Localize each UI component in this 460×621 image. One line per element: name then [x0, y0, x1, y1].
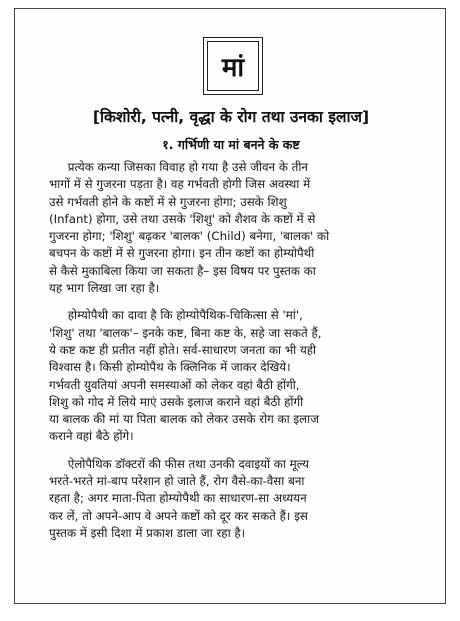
paragraph-1 — [49, 159, 431, 297]
chapter-heading: १. गर्भिणी या मां बनने के कष्ट — [162, 137, 300, 152]
text-line: यह भाग लिखा जा रहा है। — [49, 281, 160, 296]
text-line: ऐलोपैथिक डॉक्टरों की फीस तथा उनकी दवाइयों का मूल्य — [49, 456, 309, 471]
text-line: ये कष्ट कष्ट ही प्रतीत नहीं होते। सर्व-साधारण जनता का भी यही — [49, 342, 317, 357]
text-line: कर लें, तो अपने-आप वे अपने कष्टों को दूर कर सकते हैं। इस — [49, 508, 308, 523]
text-line: गर्भवती युवतियां अपनी समस्याओं को लेकर वहां बैठी होंगी, — [49, 377, 300, 392]
text-line: बचपन के कष्टों में से गुजरना होगा। इन तीन कष्टों का होम्योपैथी — [49, 246, 315, 261]
text-line: या बालक की मां या पिता बालक को लेकर उसके रोग का इलाज — [49, 412, 319, 427]
text-line: कराने वहां बैठे होंगे। — [49, 429, 134, 444]
text-line: (Infant) होगा, उसे तथा उसके 'शिशु' को शैशव के कष्टों में से — [49, 211, 316, 226]
text-line: शिशु को गोद में लिये माएं उसके इलाज कराने वहां बैठी होंगी — [49, 394, 304, 409]
text-line: होम्योपैथी का दावा है कि होम्योपैथिक-चिकित्सा से 'मां', — [49, 308, 303, 323]
subtitle: [किशोरी, पत्नी, वृद्धा के रोग तथा उनका इलाज] — [92, 108, 370, 126]
text-line: भागों में से गुजरना पड़ता है। वह गर्भवती होगी जिस अवस्था में — [49, 177, 311, 192]
title-box — [203, 37, 263, 95]
text-line: प्रत्येक कन्या जिसका विवाह हो गया है उसे जीवन के तीन — [49, 160, 308, 174]
paragraph-2 — [49, 307, 431, 445]
body-text — [49, 159, 431, 552]
text-line: भरते-भरते मां-बाप परेशान हो जाते हैं, रोग वैसे-का-वैसा बना — [49, 474, 305, 489]
page-title: मां — [207, 41, 259, 91]
text-line: पुस्तक में इसी दिशा में प्रकाश डाला जा रहा है। — [49, 525, 246, 540]
paragraph-3 — [49, 456, 431, 542]
book-page — [14, 8, 446, 604]
text-line: 'शिशु' तथा 'बालक'– इनके कष्ट, बिना कष्ट के, सहे जा सकते हैं, — [49, 325, 322, 340]
text-line: रहता है; अगर माता-पिता होम्योपैथी का साधारण-सा अध्ययन — [49, 491, 307, 506]
text-line: उसे गर्भवती होने के कष्टों में से गुजरना होगा; उसके शिशु — [49, 194, 287, 209]
text-line: गुजरना होगा; 'शिशु' बढ़कर 'बालक' (Child) बनेगा, 'बालक' को — [49, 229, 330, 244]
text-line: विश्वास है। किसी होम्योपैथ के क्लिनिक में जाकर देखिये। — [49, 360, 291, 375]
text-line: से कैसे मुकाबिला किया जा सकता है– इस विषय पर पुस्तक का — [49, 263, 316, 278]
